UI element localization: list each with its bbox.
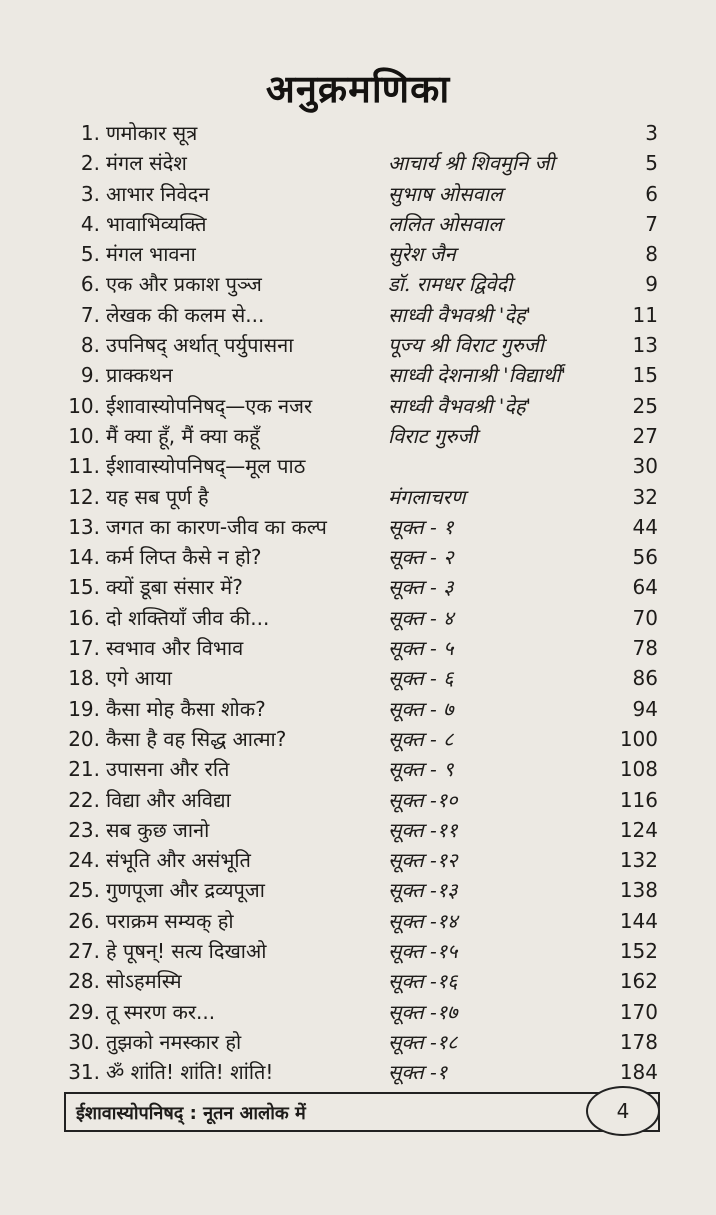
toc-entry-author: सूक्त -१६: [388, 969, 458, 994]
toc-entry-page: 8: [645, 242, 658, 267]
toc-entry-title: आभार निवेदन: [106, 181, 210, 206]
toc-entry-title: उपासना और रति: [106, 757, 230, 782]
toc-entry-title: मंगल संदेश: [106, 151, 187, 176]
toc-entry-author: सूक्त - ६: [388, 666, 454, 691]
toc-entry-author: सूक्त - ५: [388, 636, 454, 661]
toc-entry-page: 27: [632, 423, 658, 448]
toc-entry-number: 1.: [80, 121, 100, 145]
toc-entry-title: ईशावास्योपनिषद्—एक नजर: [106, 393, 313, 418]
toc-entry-author: साध्वी वैभवश्री 'देह': [388, 302, 532, 327]
toc-entry-page: 184: [619, 1060, 658, 1085]
toc-entry-number: 25.: [68, 878, 100, 903]
toc-row: [0, 482, 716, 512]
toc-entry-author: विराट गुरुजी: [388, 423, 478, 448]
toc-entry-page: 116: [619, 787, 658, 812]
toc-entry-page: 70: [632, 605, 658, 630]
toc-entry-title: तू स्मरण कर...: [106, 999, 216, 1024]
toc-entry-author: सूक्त - ४: [388, 605, 454, 630]
toc-entry-title: जगत का कारण-जीव का कल्प: [106, 514, 327, 539]
toc-row: [0, 875, 716, 905]
toc-row: [0, 845, 716, 875]
toc-entry-title: तुझको नमस्कार हो: [106, 1029, 242, 1054]
toc-entry-author: आचार्य श्री शिवमुनि जी: [388, 151, 555, 176]
toc-entry-number: 27.: [68, 939, 100, 964]
toc-entry-author: सूक्त - ३: [388, 575, 454, 600]
toc-entry-number: 3.: [80, 181, 100, 206]
toc-entry-number: 23.: [68, 817, 100, 842]
footer-box: [64, 1092, 660, 1132]
toc-entry-number: 20.: [68, 726, 100, 751]
toc-entry-number: 2.: [80, 151, 100, 176]
toc-entry-author: सूक्त -१: [388, 1060, 448, 1085]
toc-entry-page: 3: [645, 121, 658, 145]
toc-entry-author: पूज्य श्री विराट गुरुजी: [388, 333, 544, 358]
toc-entry-author: सूक्त -११: [388, 817, 458, 842]
toc-entry-number: 17.: [68, 636, 100, 661]
toc-row: [0, 663, 716, 693]
toc-row: [0, 542, 716, 572]
toc-row: [0, 997, 716, 1027]
toc-entry-number: 6.: [80, 272, 100, 297]
toc-row: [0, 572, 716, 602]
toc-row: [0, 724, 716, 754]
toc-row: [0, 360, 716, 390]
toc-row: [0, 330, 716, 360]
toc-entry-author: मंगलाचरण: [388, 484, 466, 509]
toc-row: [0, 966, 716, 996]
toc-row: [0, 148, 716, 178]
toc-entry-author: सूक्त - ८: [388, 726, 454, 751]
toc-row: [0, 633, 716, 663]
toc-entry-author: सूक्त - ७: [388, 696, 454, 721]
toc-entry-title: हे पूषन्! सत्य दिखाओ: [106, 939, 267, 964]
toc-entry-page: 44: [632, 514, 658, 539]
toc-entry-title: गुणपूजा और द्रव्यपूजा: [106, 878, 265, 903]
toc-entry-page: 100: [619, 726, 658, 751]
toc-entry-page: 78: [632, 636, 658, 661]
footer-book-title: ईशावास्योपनिषद् : नूतन आलोक में: [76, 1103, 306, 1124]
toc-entry-title: कैसा मोह कैसा शोक?: [106, 696, 266, 721]
toc-entry-page: 13: [632, 333, 658, 358]
toc-entry-number: 31.: [68, 1060, 100, 1085]
toc-entry-number: 11.: [68, 454, 100, 479]
toc-entry-title: मैं क्या हूँ, मैं क्या कहूँ: [106, 423, 260, 448]
toc-entry-page: 86: [632, 666, 658, 691]
toc-entry-author: साध्वी वैभवश्री 'देह': [388, 393, 532, 418]
toc-entry-number: 29.: [68, 999, 100, 1024]
toc-row: [0, 118, 716, 148]
toc-entry-page: 64: [632, 575, 658, 600]
toc-entry-author: सूक्त - ९: [388, 757, 454, 782]
toc-entry-author: सूक्त -१८: [388, 1029, 458, 1054]
toc-entry-title: सोऽहमस्मि: [106, 969, 182, 994]
toc-row: [0, 209, 716, 239]
toc-entry-number: 18.: [68, 666, 100, 691]
toc-entry-title: दो शक्तियाँ जीव की...: [106, 605, 270, 630]
toc-entry-number: 30.: [68, 1029, 100, 1054]
toc-row: [0, 421, 716, 451]
page-title: अनुक्रमणिका: [265, 67, 451, 111]
toc-row: [0, 1027, 716, 1057]
toc-row: [0, 269, 716, 299]
toc-entry-number: 19.: [68, 696, 100, 721]
toc-entry-number: 14.: [68, 545, 100, 570]
toc-entry-page: 144: [619, 908, 658, 933]
toc-entry-number: 21.: [68, 757, 100, 782]
toc-entry-page: 9: [645, 272, 658, 297]
toc-entry-title: णमोकार सूत्र: [106, 121, 198, 145]
footer-page-number: 4: [586, 1086, 660, 1136]
toc-entry-number: 9.: [80, 363, 100, 388]
toc-row: [0, 936, 716, 966]
toc-entry-title: पराक्रम सम्यक् हो: [106, 908, 234, 933]
toc-entry-page: 152: [619, 939, 658, 964]
toc-entry-author: ललित ओसवाल: [388, 211, 502, 236]
toc-entry-author: सुभाष ओसवाल: [388, 181, 503, 206]
toc-entry-author: सूक्त -१३: [388, 878, 458, 903]
toc-entry-number: 13.: [68, 514, 100, 539]
toc-row: [0, 391, 716, 421]
toc-entry-author: सूक्त -१५: [388, 939, 458, 964]
toc-entry-page: 15: [632, 363, 658, 388]
toc-entry-title: उपनिषद् अर्थात् पर्युपासना: [106, 333, 294, 358]
toc-entry-title: एक और प्रकाश पुञ्ज: [106, 272, 262, 297]
toc-entry-number: 10.: [68, 393, 100, 418]
toc-row: [0, 785, 716, 815]
toc-row: [0, 754, 716, 784]
toc-row: [0, 239, 716, 269]
toc-row: [0, 512, 716, 542]
toc-entry-page: 108: [619, 757, 658, 782]
toc-entry-number: 5.: [80, 242, 100, 267]
toc-entry-author: सूक्त - २: [388, 545, 454, 570]
toc-entry-page: 30: [632, 454, 658, 479]
toc-row: [0, 815, 716, 845]
toc-entry-page: 132: [619, 848, 658, 873]
toc-entry-page: 94: [632, 696, 658, 721]
toc-entry-title: संभूति और असंभूति: [106, 848, 251, 873]
toc-entry-title: एगे आया: [106, 666, 172, 691]
toc-entry-title: ॐ शांति! शांति! शांति!: [106, 1060, 274, 1085]
toc-entry-title: लेखक की कलम से...: [106, 302, 265, 327]
toc-entry-title: कैसा है वह सिद्ध आत्मा?: [106, 726, 287, 751]
toc-entry-title: क्यों डूबा संसार में?: [106, 575, 243, 600]
toc-entry-page: 32: [632, 484, 658, 509]
toc-entry-number: 28.: [68, 969, 100, 994]
toc-entry-author: डॉ. रामधर द्विवेदी: [388, 272, 513, 297]
toc-entry-title: विद्या और अविद्या: [106, 787, 231, 812]
toc-entry-page: 124: [619, 817, 658, 842]
toc-entry-page: 138: [619, 878, 658, 903]
toc-entry-title: मंगल भावना: [106, 242, 196, 267]
toc-entry-author: साध्वी देशनाश्री 'विद्यार्थी': [388, 363, 567, 388]
toc-entry-title: प्राक्कथन: [106, 363, 173, 388]
toc-entry-title: भावाभिव्यक्ति: [106, 211, 207, 236]
toc-entry-number: 26.: [68, 908, 100, 933]
toc-entry-page: 162: [619, 969, 658, 994]
toc-entry-title: यह सब पूर्ण है: [106, 484, 209, 509]
toc-entry-page: 25: [632, 393, 658, 418]
toc-entry-author: सूक्त -१०: [388, 787, 458, 812]
toc-entry-page: 5: [645, 151, 658, 176]
toc-entry-number: 8.: [80, 333, 100, 358]
toc-row: [0, 906, 716, 936]
table-of-contents: [0, 118, 716, 1088]
toc-entry-number: 24.: [68, 848, 100, 873]
toc-row: [0, 451, 716, 481]
toc-entry-author: सूक्त -१४: [388, 908, 458, 933]
toc-entry-page: 11: [632, 302, 658, 327]
toc-entry-number: 12.: [68, 484, 100, 509]
toc-entry-number: 4.: [80, 211, 100, 236]
toc-entry-number: 10.: [68, 423, 100, 448]
toc-entry-title: सब कुछ जानो: [106, 817, 210, 842]
toc-entry-number: 7.: [80, 302, 100, 327]
toc-entry-number: 16.: [68, 605, 100, 630]
toc-row: [0, 1057, 716, 1087]
toc-entry-author: सूक्त -१२: [388, 848, 458, 873]
toc-entry-page: 7: [645, 211, 658, 236]
toc-entry-number: 15.: [68, 575, 100, 600]
toc-entry-page: 56: [632, 545, 658, 570]
toc-entry-author: सूक्त - १: [388, 514, 454, 539]
toc-row: [0, 300, 716, 330]
toc-entry-title: स्वभाव और विभाव: [106, 636, 244, 661]
toc-entry-page: 178: [619, 1029, 658, 1054]
toc-entry-title: ईशावास्योपनिषद्—मूल पाठ: [106, 454, 306, 479]
toc-entry-author: सुरेश जैन: [388, 242, 456, 267]
toc-row: [0, 603, 716, 633]
toc-entry-number: 22.: [68, 787, 100, 812]
toc-row: [0, 694, 716, 724]
toc-entry-page: 170: [619, 999, 658, 1024]
toc-row: [0, 179, 716, 209]
toc-entry-page: 6: [645, 181, 658, 206]
toc-entry-author: सूक्त -१७: [388, 999, 458, 1024]
toc-entry-title: कर्म लिप्त कैसे न हो?: [106, 545, 262, 570]
